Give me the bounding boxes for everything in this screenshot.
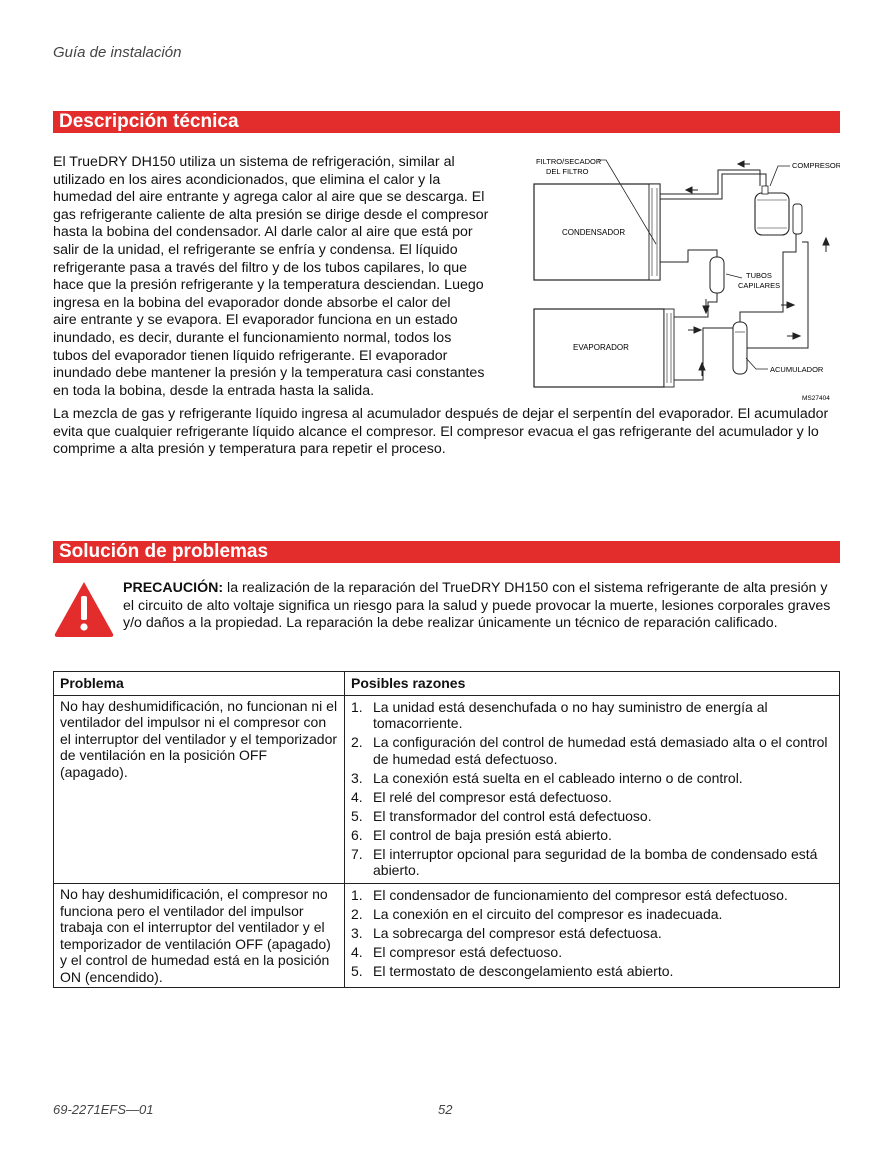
paragraph-line: El TrueDRY DH150 utiliza un sistema de refrigeración, similar al [53,154,455,170]
description-paragraph-1 [53,154,531,400]
list-item-number: 1. [351,887,363,903]
paragraph-line: humedad del aire entrante y agrega calor al aire que se descarga. El [53,189,485,206]
list-item [351,789,833,806]
list-item-text: El compresor está defectuoso. [373,944,563,960]
filter-drier-label-2: DEL FILTRO [546,167,589,176]
paragraph-line: inundado debe mantener la presión y la temperatura casi constantes [53,365,485,382]
list-item-number: 4. [351,944,363,960]
section-heading-troubleshooting: Solución de problemas [53,541,840,563]
list-item [351,734,833,767]
caution-body: la realización de la reparación del TrueDRY DH150 con el sistema refrigerante de alta presión y el circuito de alto voltaje significa un riesgo para la salud y puede provocar la muerte, lesiones corporales graves y/o daños a la propiedad. La reparación la debe realizar únicamente un técnico de reparación calificado. [123,580,831,632]
paragraph-line: gas refrigerante caliente de alta presión se dirige desde el compresor [53,206,489,223]
paragraph-line: ingresa en la bobina del evaporador donde absorbe el calor del [53,294,451,311]
paragraph-line: salir de la unidad, el refrigerante se enfría y condensa. El líquido [53,241,458,258]
running-header: Guía de instalación [53,44,182,61]
list-item [351,925,833,942]
list-item-number: 5. [351,807,363,824]
list-item [351,846,833,879]
refrigeration-diagram [528,152,840,404]
capillary-tubes [710,257,724,293]
column-header-reasons: Posibles razones [345,672,840,696]
table-row [54,884,840,988]
caution-notice [123,580,839,633]
section-heading-description: Descripción técnica [53,111,840,133]
accumulator-label: ACUMULADOR [770,365,824,374]
list-item [351,944,833,961]
capillary-label: TUBOS [746,271,772,280]
list-item-text: La configuración del control de humedad está demasiado alta o el control de humedad está defectuoso. [373,734,828,767]
list-item [351,770,833,787]
list-item-text: El control de baja presión está abierto. [373,826,612,843]
paragraph-line: tubos del evaporador tienen líquido refrigerante. El evaporador [53,347,448,364]
reasons-list [351,699,833,879]
caution-label: PRECAUCIÓN: [123,580,224,596]
paragraph-line: refrigerante pasa a través del filtro y de los tubos capilares, lo que [53,259,468,276]
list-item [351,963,833,980]
list-item-number: 2. [351,906,363,922]
list-item-text: La sobrecarga del compresor está defectuosa. [373,925,662,941]
document-code: 69-2271EFS—01 [53,1102,154,1117]
list-item-number: 3. [351,925,363,941]
figure-code: MS27404 [802,395,830,402]
paragraph-line: hace que la presión refrigerante y la temperatura desciendan. Luego [53,277,484,294]
list-item-number: 1. [351,698,363,715]
capillary-label-2: CAPILARES [738,281,781,290]
list-item-text: El interruptor opcional para seguridad de la bomba de condensado está abierto. [373,845,818,878]
list-item-number: 6. [351,826,363,843]
paragraph-line: aire entrante y se evapora. El evaporador funciona en un estado [53,312,458,329]
filter-drier-label: FILTRO/SECADOR [536,157,602,166]
list-item-number: 2. [351,734,363,750]
reasons-cell [345,884,840,988]
description-paragraph-2: La mezcla de gas y refrigerante líquido ingresa al acumulador después de dejar el serpentín del evaporador. El acumulador evita que cualquier refrigerante líquido alcance el compresor. El compresor evacua el gas refrigerante del acumulador y lo comprime a alta presión y temperatura para repetir el proceso. [53,406,829,458]
list-item-number: 3. [351,769,363,786]
paragraph-line: inundado, es decir, durante el funcionamiento normal, todos los [53,329,452,346]
list-item [351,887,833,904]
evaporator-label: EVAPORADOR [573,343,629,352]
compressor [755,186,802,235]
accumulator [733,322,747,374]
list-item [351,827,833,844]
list-item [351,808,833,825]
reasons-cell [345,695,840,884]
table-row [54,695,840,884]
list-item [351,906,833,923]
problem-cell: No hay deshumidificación, el compresor no funciona pero el ventilador del impulsor trabaja con el interruptor del ventilador y el temporizador de ventilación OFF (apagado) y el control de humedad está en la posición ON (encendido). [54,884,345,988]
paragraph-line: utilizado en los aires acondicionados, que elimina el calor y la [53,171,441,188]
list-item-text: El relé del compresor está defectuoso. [373,788,612,805]
list-item-text: La unidad está desenchufada o no hay suministro de energía al tomacorriente. [373,698,768,731]
condenser-label: CONDENSADOR [562,228,626,237]
list-item [351,699,833,732]
paragraph-line: en toda la bobina, desde la entrada hasta la salida. [53,382,375,399]
list-item-text: El condensador de funcionamiento del compresor está defectuoso. [373,887,788,903]
page-number: 52 [438,1102,453,1117]
compressor-label: COMPRESOR [792,161,840,170]
reasons-list [351,887,833,980]
list-item-text: El transformador del control está defectuoso. [373,807,652,824]
warning-icon [53,580,115,638]
list-item-text: La conexión está suelta en el cableado interno o de control. [373,769,743,786]
paragraph-line: hasta la bobina del condensador. Al darle calor al aire que está por [53,224,473,241]
column-header-problem: Problema [54,672,345,696]
problem-cell: No hay deshumidificación, no funcionan ni el ventilador del impulsor ni el compresor con el interruptor del ventilador y el temporizador de ventilación en la posición OFF (apagado). [54,695,345,884]
troubleshooting-table [53,671,840,988]
list-item-number: 7. [351,845,363,862]
table-header-row [54,672,840,696]
list-item-text: La conexión en el circuito del compresor es inadecuada. [373,906,723,922]
list-item-text: El termostato de descongelamiento está abierto. [373,963,674,979]
list-item-number: 4. [351,788,363,805]
list-item-number: 5. [351,963,363,979]
